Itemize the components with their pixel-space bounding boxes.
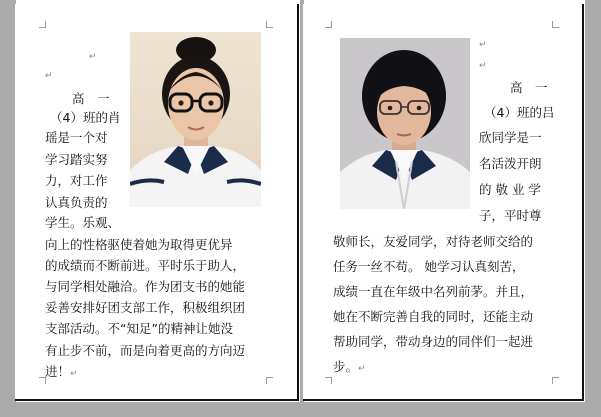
bio-line: 认真负责的 bbox=[45, 195, 108, 210]
bio-line: 支部活动。不“知足”的精神让她没 bbox=[45, 321, 233, 336]
margin-corner-mark bbox=[39, 21, 46, 28]
bio-line: 名活泼开朗 bbox=[479, 156, 542, 171]
bio-line: 任务一丝不苟。 她学习认真刻苦， bbox=[333, 259, 525, 274]
margin-corner-mark bbox=[266, 377, 273, 384]
return-mark: ↵ bbox=[479, 61, 487, 71]
left-margin bbox=[0, 0, 16, 417]
bio-line: 的成绩而不断前进。平时乐于助人， bbox=[45, 258, 246, 273]
margin-corner-mark bbox=[552, 377, 559, 384]
margin-corner-mark bbox=[325, 21, 332, 28]
bio-line: 妥善安排好团支部工作，积极组织团 bbox=[45, 300, 246, 315]
bio-line: 学习踏实努 bbox=[45, 152, 108, 167]
bio-line: 敬师长，友爱同学，对待老师交给的 bbox=[333, 234, 534, 249]
margin-corner-mark bbox=[266, 21, 273, 28]
bio-line: 帮助同学，带动身边的同伴们一起进 bbox=[333, 334, 534, 349]
return-mark: ↵ bbox=[45, 71, 53, 81]
bio-line: 的 敬 业 学 bbox=[479, 182, 541, 197]
bio-line: 成绩一直在年级中名列前茅。并且， bbox=[333, 284, 534, 299]
bio-line: 有止步不前，而是向着更高的方向迈 bbox=[45, 343, 246, 358]
bio-line: （4）班的吕 bbox=[484, 105, 555, 120]
bio-line: 子，平时尊 bbox=[479, 208, 542, 223]
student-photo-right bbox=[340, 38, 470, 209]
bio-line: 与同学相处融洽。作为团支书的她能 bbox=[45, 279, 246, 294]
bio-line: 她在不断完善自我的同时，还能主动 bbox=[333, 309, 534, 324]
bio-line: 向上的性格驱使着她为取得更优异 bbox=[45, 237, 233, 252]
page-left[interactable] bbox=[15, 4, 299, 401]
page-right[interactable] bbox=[303, 4, 584, 401]
bio-line: 欣同学是一 bbox=[479, 130, 542, 145]
bio-line: 力，对工作 bbox=[45, 173, 108, 188]
return-mark: ↵ bbox=[479, 40, 487, 50]
bio-line: 高 一 bbox=[72, 91, 110, 106]
bio-line: （4）班的肖 bbox=[50, 110, 121, 125]
margin-corner-mark bbox=[552, 21, 559, 28]
margin-corner-mark bbox=[325, 377, 332, 384]
bio-line-end: 步。↵ bbox=[333, 359, 366, 374]
bio-line: 学生。乐观、 bbox=[45, 215, 121, 230]
bio-line-end: 进！↵ bbox=[45, 364, 78, 379]
bio-line: 瑶是一个对 bbox=[45, 130, 108, 145]
return-mark: ↵ bbox=[89, 52, 97, 62]
bio-line: 高 一 bbox=[510, 80, 548, 95]
right-margin bbox=[585, 0, 601, 417]
bottom-margin bbox=[0, 402, 601, 417]
student-photo-left bbox=[130, 32, 261, 207]
